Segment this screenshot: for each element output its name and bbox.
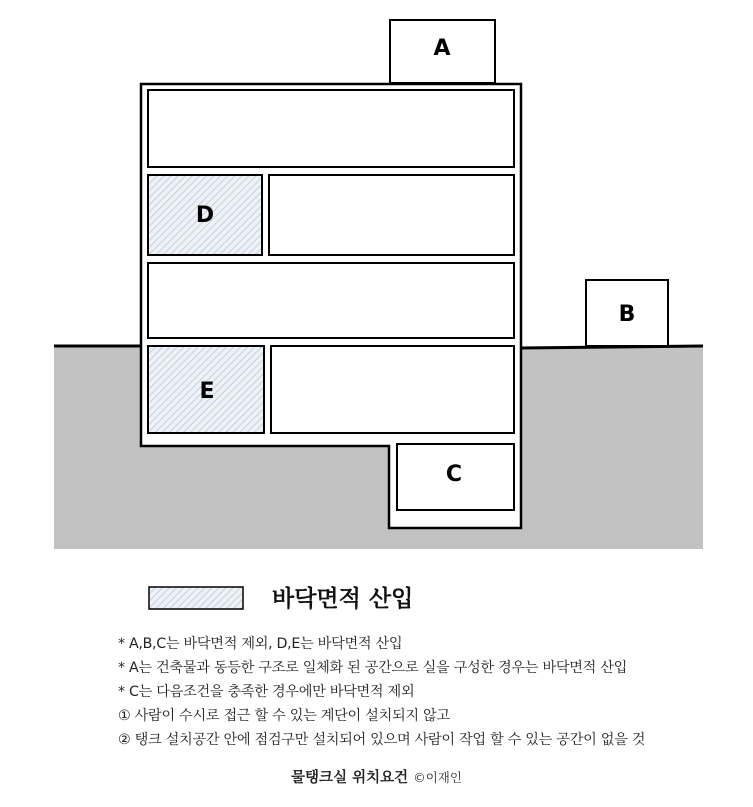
label-a: A — [433, 36, 451, 61]
basement-room — [271, 346, 514, 433]
note-3: * C는 다음조건을 충족한 경우에만 바닥면적 제외 — [118, 684, 415, 700]
label-c: C — [445, 462, 463, 487]
legend-label: 바닥면적 산입 — [272, 586, 414, 612]
note-2: * A는 건축물과 동등한 구조로 일체화 된 공간으로 실을 구성한 경우는 바닥면적 산입 — [118, 660, 628, 676]
legend-swatch — [149, 587, 243, 609]
label-d: D — [195, 203, 215, 228]
floor-3 — [148, 263, 514, 338]
caption-credit: ©이재인 — [413, 770, 462, 785]
label-e: E — [199, 379, 215, 404]
note-4: ① 사람이 수시로 접근 할 수 있는 계단이 설치되지 않고 — [118, 708, 450, 724]
caption-title: 물탱크실 위치요건 — [291, 770, 409, 786]
floor-2-room — [269, 175, 514, 255]
floor-top — [148, 90, 514, 167]
notes-list — [118, 632, 645, 752]
caption — [0, 766, 753, 787]
label-b: B — [618, 302, 636, 327]
note-1: * A,B,C는 바닥면적 제외, D,E는 바닥면적 산입 — [118, 636, 403, 652]
note-5: ② 탱크 설치공간 안에 점검구만 설치되어 있으며 사람이 작업 할 수 있는 공간이 없을 것 — [118, 732, 646, 748]
